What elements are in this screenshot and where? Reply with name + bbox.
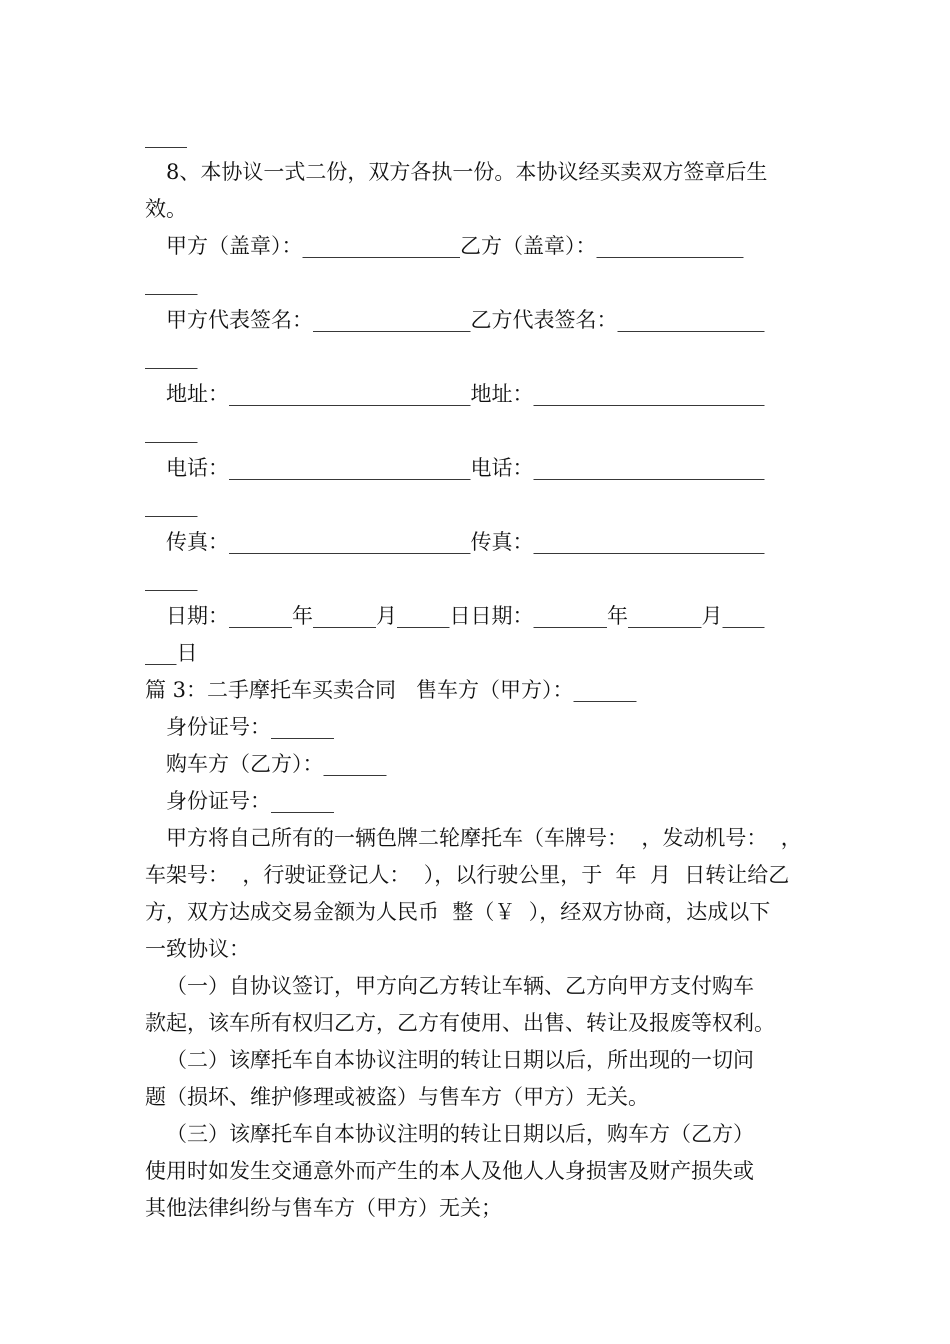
text-line: 方，双方达成交易金额为人民币 整（￥ ），经双方协商，达成以下 bbox=[145, 900, 771, 924]
text-line: 效。 bbox=[145, 197, 187, 221]
clause-three: （三）该摩托车自本协议注明的转让日期以后，购车方（乙方） bbox=[166, 1122, 754, 1146]
text-line: _____ bbox=[145, 493, 198, 517]
id-number-line: 身份证号：______ bbox=[166, 789, 334, 813]
signature-line-representative: 甲方代表签名：_______________乙方代表签名：______________ bbox=[166, 308, 765, 332]
text-line: ___日 bbox=[145, 641, 198, 665]
text-line: 题（损坏、维护修理或被盗）与售车方（甲方）无关。 bbox=[145, 1085, 649, 1109]
date-line: 日期：______年______月_____日日期：_______年_______月____ bbox=[166, 604, 765, 628]
text-line: 款起，该车所有权归乙方，乙方有使用、出售、转让及报废等权利。 bbox=[145, 1011, 775, 1035]
phone-line: 电话：_______________________电话：______________________ bbox=[166, 456, 765, 480]
text-line: 其他法律纠纷与售车方（甲方）无关； bbox=[145, 1196, 502, 1220]
text-line: _____ bbox=[145, 567, 198, 591]
text-line: ____ bbox=[145, 124, 187, 148]
text-line: _____ bbox=[145, 271, 198, 295]
text-line: 甲方将自己所有的一辆色牌二轮摩托车（车牌号： ，发动机号： ， bbox=[166, 826, 802, 850]
buyer-line: 购车方（乙方）：______ bbox=[166, 752, 387, 776]
text-line: 一致协议： bbox=[145, 937, 250, 961]
text-line: _____ bbox=[145, 345, 198, 369]
text-line: _____ bbox=[145, 419, 198, 443]
fax-line: 传真：_______________________传真：______________________ bbox=[166, 530, 765, 554]
text-line: 使用时如发生交通意外而产生的本人及他人人身损害及财产损失或 bbox=[145, 1159, 754, 1183]
clause-two: （二）该摩托车自本协议注明的转让日期以后，所出现的一切问 bbox=[166, 1048, 754, 1072]
text-line: 8、本协议一式二份，双方各执一份。本协议经买卖双方签章后生 bbox=[166, 160, 768, 184]
address-line: 地址：_______________________地址：______________________ bbox=[166, 382, 765, 406]
text-line: 车架号： ，行驶证登记人： ），以行驶公里，于 年 月 日转让给乙 bbox=[145, 863, 790, 887]
clause-one: （一）自协议签订，甲方向乙方转让车辆、乙方向甲方支付购车 bbox=[166, 974, 754, 998]
signature-line-seal: 甲方（盖章）：_______________乙方（盖章）：______________ bbox=[166, 234, 744, 258]
section-heading: 篇 3：二手摩托车买卖合同 售车方（甲方）：______ bbox=[145, 678, 637, 702]
id-number-line: 身份证号：______ bbox=[166, 715, 334, 739]
